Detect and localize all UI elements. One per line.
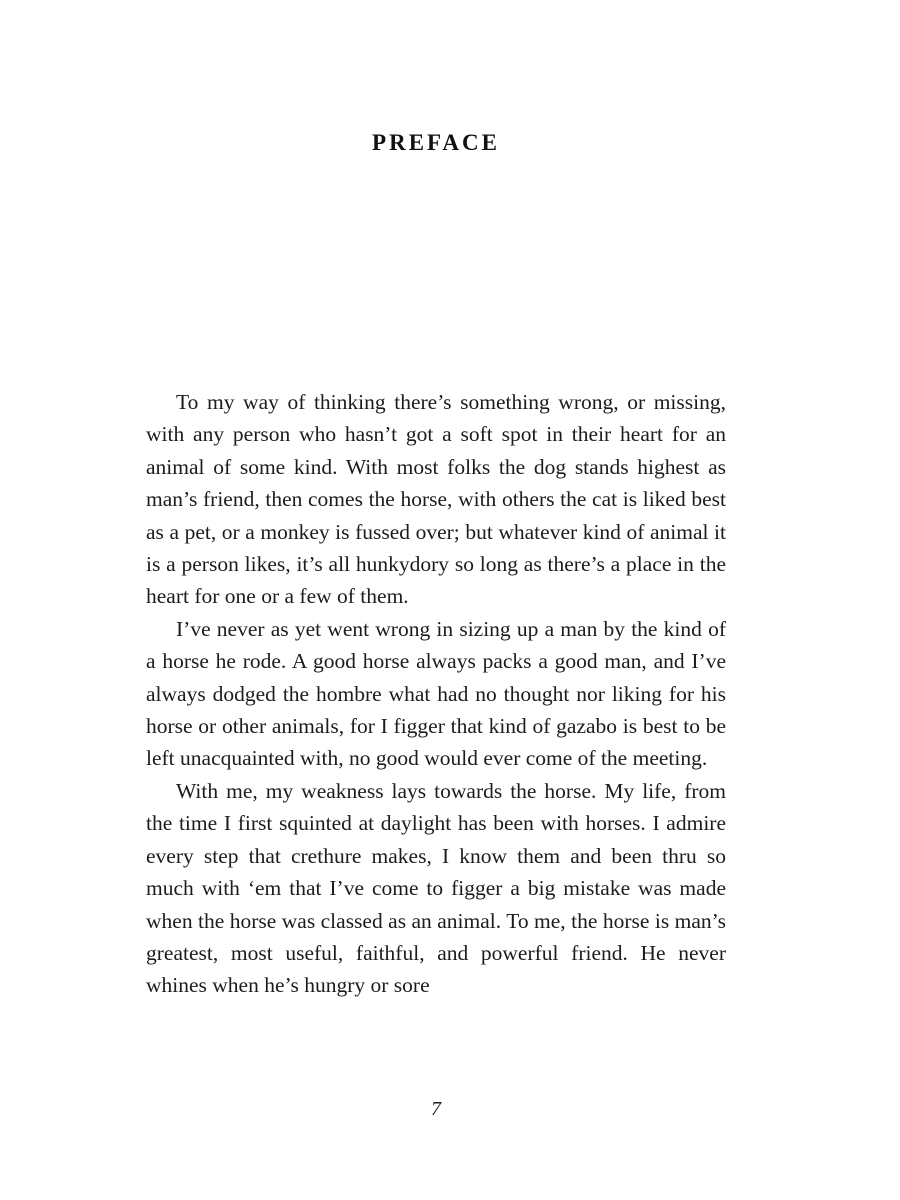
paragraph-3: With me, my weakness lays towards the horse. My life, from the time I first squinted at daylight has been with horses. I admire every step that crethure makes, I know them and been thru so much with ‘em that I’ve come to figger a big mistake was made when the horse was classed as an animal. To me, the horse is man’s greatest, most useful, faithful, and powerful friend. He never whines when he’s hungry or sore: [146, 778, 726, 998]
paragraph-2: I’ve never as yet went wrong in sizing up a man by the kind of a horse he rode. A good horse always packs a good man, and I’ve always dodged the hombre what had no thought nor liking for his horse or other animals, for I figger that kind of gazabo is best to be left unacquainted with, no good would ever come of the meeting.: [146, 616, 726, 771]
page-number: 7: [431, 1098, 441, 1120]
chapter-title: PREFACE: [372, 130, 500, 155]
body-text: [146, 386, 726, 1002]
paragraph-1: To my way of thinking there’s something wrong, or missing, with any person who hasn’t got a soft spot in their heart for an animal of some kind. With most folks the dog stands highest as man’s friend, then comes the horse, with others the cat is liked best as a pet, or a monkey is fussed over; but whatever kind of animal it is a person likes, it’s all hunkydory so long as there’s a place in the heart for one or a few of them.: [146, 390, 726, 609]
